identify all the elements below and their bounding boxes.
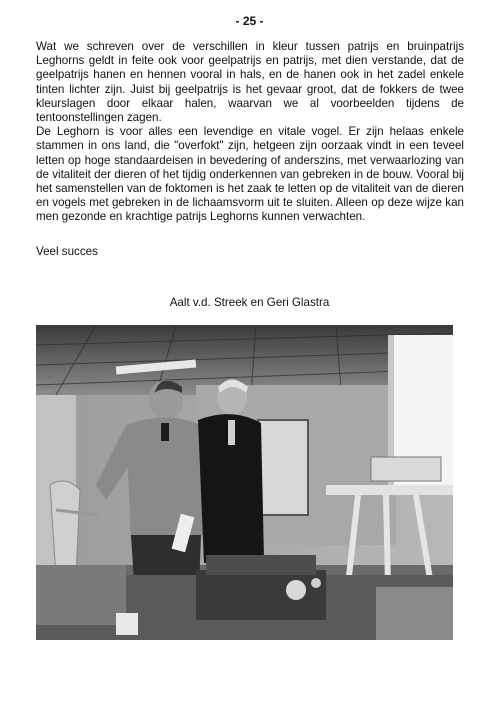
- paragraph-colour-differences: Wat we schreven over de verschillen in kleur tussen patrijs en bruinpatrijs Leghorns geldt in feite ook voor geelpatrijs en patrijs, met dien verstande, dat de geelpatrijs hanen en hennen vooral in hals, en de hanen ook in het zadel enkele tinten lichter zijn. Juist bij geelpatrijs is het gevaar groot, dat de fokkers de twee kleurslagen door elkaar halen, waarvan we al voorbeelden tijdens de tentoonstellingen zagen.: [36, 40, 464, 125]
- paragraph-vitality: De Leghorn is voor alles een levendige en vitale vogel. Er zijn helaas enkele stammen in ons land, die "overfokt" zijn, hetgeen zijn oorzaak vindt in een teveel letten op hoge standaardeisen in bevedering of anderszins, met verwaarlozing van de vitaliteit der dieren of het tijdig onderkennen van gebreken in de bouw. Vooral bij het samenstellen van de foktomen is het zaak te letten op de vitaliteit van de dieren en vogels met gebreken in de lichaamsvorm uit te sluiten. Alleen op deze wijze kan men gezonde en krachtige patrijs Leghorns kunnen verwachten.: [36, 125, 464, 224]
- flipchart: [258, 420, 308, 515]
- coffee-cup: [116, 613, 138, 635]
- projector-unit: [371, 457, 441, 481]
- photo-caption: Aalt v.d. Streek en Geri Glastra: [169, 296, 330, 309]
- side-table: [326, 485, 453, 495]
- article-body: [36, 40, 464, 225]
- equipment-box: [376, 587, 453, 640]
- photo-illustration: [36, 325, 453, 640]
- photo-two-men-presentation: [36, 325, 453, 640]
- page-number: - 25 -: [235, 14, 264, 28]
- closing-line: Veel succes: [36, 245, 98, 258]
- overhead-projector: [196, 555, 326, 620]
